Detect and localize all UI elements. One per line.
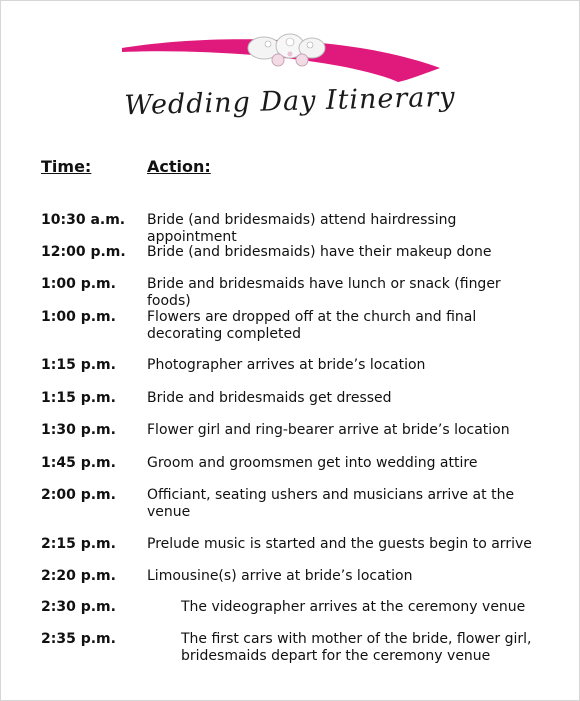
schedule-action: Groom and groomsmen get into wedding attire bbox=[147, 455, 478, 471]
schedule-action: Flowers are dropped off at the church and final decorating completed bbox=[147, 309, 477, 342]
schedule-time: 1:45 p.m. bbox=[41, 455, 116, 471]
schedule-time: 12:00 p.m. bbox=[41, 244, 126, 260]
schedule-time: 10:30 a.m. bbox=[41, 212, 126, 228]
action-column-header: Action: bbox=[147, 157, 211, 176]
schedule-time: 1:00 p.m. bbox=[41, 309, 116, 325]
schedule-action: The first cars with mother of the bride, flower girl, bridesmaids depart for the ceremony venue bbox=[181, 631, 532, 664]
schedule-action: Bride and bridesmaids get dressed bbox=[147, 390, 392, 406]
schedule-time: 2:15 p.m. bbox=[41, 536, 116, 552]
schedule-action: Bride (and bridesmaids) attend hairdressing appointment bbox=[147, 212, 457, 245]
schedule-time: 1:00 p.m. bbox=[41, 276, 116, 292]
schedule-action: Flower girl and ring-bearer arrive at bride’s location bbox=[147, 422, 510, 438]
schedule-action: Bride and bridesmaids have lunch or snack (finger foods) bbox=[147, 276, 501, 309]
schedule-time: 2:30 p.m. bbox=[41, 599, 116, 615]
page-title: Wedding Day Itinerary bbox=[124, 81, 456, 122]
schedule-action: Limousine(s) arrive at bride’s location bbox=[147, 568, 413, 584]
schedule-action: Prelude music is started and the guests begin to arrive bbox=[147, 536, 532, 552]
time-column-header: Time: bbox=[41, 157, 92, 176]
schedule-time: 2:00 p.m. bbox=[41, 487, 116, 503]
schedule-action: The videographer arrives at the ceremony venue bbox=[181, 599, 526, 615]
schedule-time: 1:15 p.m. bbox=[41, 390, 116, 406]
schedule-action: Officiant, seating ushers and musicians arrive at the venue bbox=[147, 487, 515, 520]
schedule-time: 1:15 p.m. bbox=[41, 357, 116, 373]
schedule-action: Photographer arrives at bride’s location bbox=[147, 357, 426, 373]
schedule-action: Bride (and bridesmaids) have their makeup done bbox=[147, 244, 492, 260]
schedule-time: 2:20 p.m. bbox=[41, 568, 116, 584]
schedule-time: 1:30 p.m. bbox=[41, 422, 116, 438]
pink-ribbon-banner bbox=[118, 26, 444, 88]
schedule-time: 2:35 p.m. bbox=[41, 631, 116, 647]
